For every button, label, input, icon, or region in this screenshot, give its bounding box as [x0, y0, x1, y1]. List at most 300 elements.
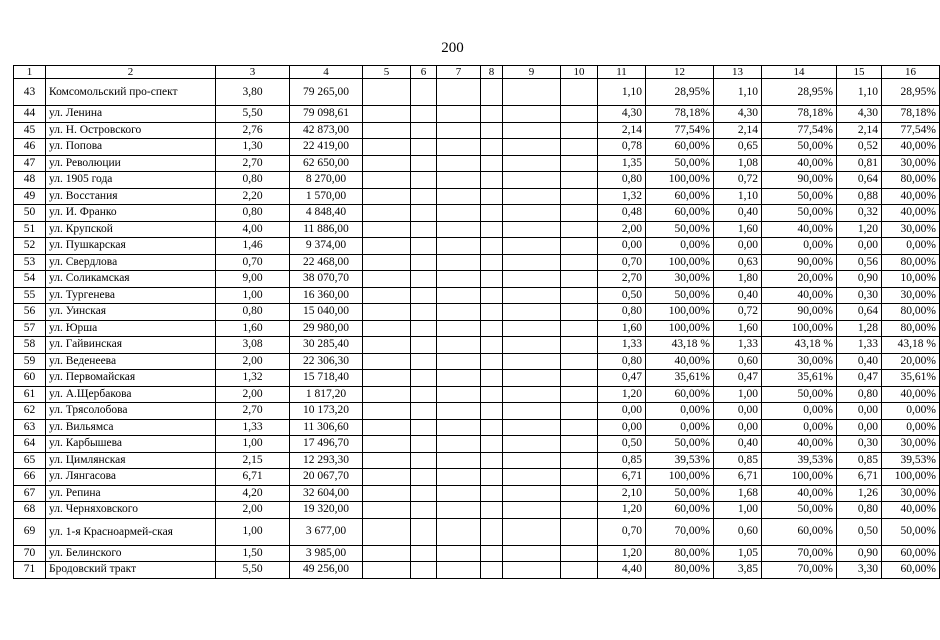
empty-cell — [561, 386, 598, 403]
empty-cell — [437, 353, 481, 370]
col-15-value: 1,33 — [837, 337, 882, 354]
col-16-percent: 30,00% — [882, 485, 940, 502]
empty-cell — [437, 106, 481, 123]
column-header-10: 10 — [561, 66, 598, 79]
street-name: ул. Н. Островского — [46, 122, 216, 139]
col-11-value: 0,50 — [598, 287, 646, 304]
col-3-value: 3,80 — [216, 79, 290, 106]
col-13-value: 0,40 — [714, 436, 762, 453]
empty-cell — [437, 337, 481, 354]
col-4-value: 49 256,00 — [290, 562, 363, 579]
row-number: 62 — [14, 403, 46, 420]
empty-cell — [561, 155, 598, 172]
empty-cell — [363, 562, 411, 579]
table-row — [14, 485, 940, 502]
col-13-value: 1,10 — [714, 79, 762, 106]
empty-cell — [411, 155, 437, 172]
street-name: ул. И. Франко — [46, 205, 216, 222]
col-15-value: 1,20 — [837, 221, 882, 238]
col-12-percent: 80,00% — [646, 562, 714, 579]
col-14-percent: 100,00% — [762, 469, 837, 486]
empty-cell — [363, 287, 411, 304]
table-row — [14, 155, 940, 172]
table-row — [14, 139, 940, 156]
row-number: 45 — [14, 122, 46, 139]
empty-cell — [437, 518, 481, 545]
street-name: ул. Революции — [46, 155, 216, 172]
col-11-value: 1,10 — [598, 79, 646, 106]
empty-cell — [437, 271, 481, 288]
col-4-value: 20 067,70 — [290, 469, 363, 486]
col-15-value: 0,32 — [837, 205, 882, 222]
col-16-percent: 39,53% — [882, 452, 940, 469]
col-4-value: 16 360,00 — [290, 287, 363, 304]
col-16-percent: 100,00% — [882, 469, 940, 486]
street-name: ул. Белинского — [46, 545, 216, 562]
col-12-percent: 28,95% — [646, 79, 714, 106]
street-name: ул. Крупской — [46, 221, 216, 238]
row-number: 64 — [14, 436, 46, 453]
empty-cell — [561, 287, 598, 304]
table-row — [14, 436, 940, 453]
street-name: ул. Черняховского — [46, 502, 216, 519]
col-16-percent: 35,61% — [882, 370, 940, 387]
col-15-value: 0,30 — [837, 436, 882, 453]
col-4-value: 19 320,00 — [290, 502, 363, 519]
row-number: 59 — [14, 353, 46, 370]
empty-cell — [437, 172, 481, 189]
col-4-value: 29 980,00 — [290, 320, 363, 337]
col-3-value: 1,60 — [216, 320, 290, 337]
empty-cell — [411, 469, 437, 486]
column-header-11: 11 — [598, 66, 646, 79]
column-header-5: 5 — [363, 66, 411, 79]
col-13-value: 4,30 — [714, 106, 762, 123]
col-3-value: 1,50 — [216, 545, 290, 562]
col-13-value: 0,00 — [714, 419, 762, 436]
col-12-percent: 60,00% — [646, 188, 714, 205]
col-3-value: 4,00 — [216, 221, 290, 238]
col-15-value: 0,00 — [837, 403, 882, 420]
col-13-value: 1,33 — [714, 337, 762, 354]
col-3-value: 1,30 — [216, 139, 290, 156]
col-13-value: 0,72 — [714, 304, 762, 321]
col-15-value: 0,00 — [837, 238, 882, 255]
col-15-value: 0,80 — [837, 502, 882, 519]
col-14-percent: 90,00% — [762, 304, 837, 321]
col-3-value: 0,70 — [216, 254, 290, 271]
col-15-value: 0,88 — [837, 188, 882, 205]
col-11-value: 0,80 — [598, 353, 646, 370]
empty-cell — [481, 188, 503, 205]
column-header-14: 14 — [762, 66, 837, 79]
empty-cell — [411, 452, 437, 469]
col-13-value: 1,80 — [714, 271, 762, 288]
empty-cell — [503, 403, 561, 420]
empty-cell — [561, 106, 598, 123]
col-3-value: 1,46 — [216, 238, 290, 255]
col-11-value: 1,32 — [598, 188, 646, 205]
col-13-value: 0,60 — [714, 518, 762, 545]
col-12-percent: 100,00% — [646, 172, 714, 189]
empty-cell — [561, 337, 598, 354]
col-16-percent: 30,00% — [882, 221, 940, 238]
empty-cell — [363, 545, 411, 562]
empty-cell — [437, 221, 481, 238]
col-16-percent: 20,00% — [882, 353, 940, 370]
col-15-value: 0,40 — [837, 353, 882, 370]
col-11-value: 0,70 — [598, 518, 646, 545]
col-16-percent: 10,00% — [882, 271, 940, 288]
col-13-value: 1,00 — [714, 386, 762, 403]
column-header-7: 7 — [437, 66, 481, 79]
empty-cell — [503, 419, 561, 436]
col-13-value: 0,40 — [714, 205, 762, 222]
col-3-value: 2,20 — [216, 188, 290, 205]
table-row — [14, 353, 940, 370]
col-14-percent: 50,00% — [762, 139, 837, 156]
col-13-value: 2,14 — [714, 122, 762, 139]
col-3-value: 1,00 — [216, 436, 290, 453]
empty-cell — [437, 188, 481, 205]
col-14-percent: 40,00% — [762, 436, 837, 453]
empty-cell — [363, 238, 411, 255]
col-13-value: 0,85 — [714, 452, 762, 469]
table-row — [14, 403, 940, 420]
col-12-percent: 77,54% — [646, 122, 714, 139]
empty-cell — [481, 419, 503, 436]
column-header-16: 16 — [882, 66, 940, 79]
empty-cell — [481, 545, 503, 562]
col-14-percent: 0,00% — [762, 419, 837, 436]
col-15-value: 0,80 — [837, 386, 882, 403]
col-4-value: 22 468,00 — [290, 254, 363, 271]
street-name: ул. Гайвинская — [46, 337, 216, 354]
empty-cell — [561, 122, 598, 139]
col-4-value: 1 817,20 — [290, 386, 363, 403]
table-row — [14, 370, 940, 387]
col-16-percent: 60,00% — [882, 545, 940, 562]
col-15-value: 0,56 — [837, 254, 882, 271]
empty-cell — [363, 518, 411, 545]
empty-cell — [437, 403, 481, 420]
empty-cell — [437, 205, 481, 222]
col-14-percent: 39,53% — [762, 452, 837, 469]
empty-cell — [363, 320, 411, 337]
empty-cell — [481, 518, 503, 545]
col-11-value: 4,40 — [598, 562, 646, 579]
empty-cell — [411, 106, 437, 123]
street-name: ул. Веденеева — [46, 353, 216, 370]
empty-cell — [437, 545, 481, 562]
empty-cell — [481, 79, 503, 106]
col-13-value: 0,72 — [714, 172, 762, 189]
empty-cell — [561, 436, 598, 453]
empty-cell — [503, 205, 561, 222]
empty-cell — [411, 139, 437, 156]
col-12-percent: 39,53% — [646, 452, 714, 469]
col-15-value: 6,71 — [837, 469, 882, 486]
col-16-percent: 80,00% — [882, 254, 940, 271]
col-11-value: 0,48 — [598, 205, 646, 222]
street-name: ул. Тургенева — [46, 287, 216, 304]
empty-cell — [561, 452, 598, 469]
empty-cell — [363, 155, 411, 172]
col-12-percent: 40,00% — [646, 353, 714, 370]
table-row — [14, 254, 940, 271]
col-15-value: 0,90 — [837, 545, 882, 562]
col-16-percent: 0,00% — [882, 403, 940, 420]
col-4-value: 62 650,00 — [290, 155, 363, 172]
empty-cell — [481, 562, 503, 579]
col-3-value: 2,15 — [216, 452, 290, 469]
empty-cell — [503, 221, 561, 238]
empty-cell — [363, 419, 411, 436]
column-header-12: 12 — [646, 66, 714, 79]
col-13-value: 1,60 — [714, 320, 762, 337]
col-4-value: 1 570,00 — [290, 188, 363, 205]
empty-cell — [503, 271, 561, 288]
col-11-value: 0,00 — [598, 238, 646, 255]
col-12-percent: 60,00% — [646, 139, 714, 156]
empty-cell — [411, 403, 437, 420]
col-11-value: 0,00 — [598, 419, 646, 436]
empty-cell — [561, 403, 598, 420]
col-13-value: 0,40 — [714, 287, 762, 304]
col-3-value: 2,76 — [216, 122, 290, 139]
col-14-percent: 60,00% — [762, 518, 837, 545]
empty-cell — [411, 172, 437, 189]
empty-cell — [437, 502, 481, 519]
empty-cell — [481, 320, 503, 337]
col-11-value: 0,80 — [598, 172, 646, 189]
col-13-value: 1,08 — [714, 155, 762, 172]
empty-cell — [481, 403, 503, 420]
col-12-percent: 30,00% — [646, 271, 714, 288]
column-header-6: 6 — [411, 66, 437, 79]
col-16-percent: 43,18 % — [882, 337, 940, 354]
empty-cell — [481, 469, 503, 486]
table-row — [14, 79, 940, 106]
col-12-percent: 100,00% — [646, 469, 714, 486]
empty-cell — [363, 122, 411, 139]
col-14-percent: 50,00% — [762, 386, 837, 403]
table-row — [14, 205, 940, 222]
col-14-percent: 77,54% — [762, 122, 837, 139]
col-4-value: 79 098,61 — [290, 106, 363, 123]
column-header-13: 13 — [714, 66, 762, 79]
empty-cell — [561, 205, 598, 222]
row-number: 71 — [14, 562, 46, 579]
empty-cell — [503, 353, 561, 370]
col-14-percent: 30,00% — [762, 353, 837, 370]
col-12-percent: 50,00% — [646, 155, 714, 172]
street-name: ул. Первомайская — [46, 370, 216, 387]
column-header-8: 8 — [481, 66, 503, 79]
col-4-value: 3 677,00 — [290, 518, 363, 545]
col-3-value: 1,33 — [216, 419, 290, 436]
empty-cell — [437, 452, 481, 469]
empty-cell — [411, 238, 437, 255]
col-4-value: 22 419,00 — [290, 139, 363, 156]
row-number: 43 — [14, 79, 46, 106]
col-3-value: 2,70 — [216, 403, 290, 420]
col-4-value: 10 173,20 — [290, 403, 363, 420]
col-15-value: 0,90 — [837, 271, 882, 288]
empty-cell — [503, 79, 561, 106]
col-14-percent: 70,00% — [762, 562, 837, 579]
empty-cell — [561, 221, 598, 238]
col-3-value: 5,50 — [216, 106, 290, 123]
col-15-value: 0,64 — [837, 172, 882, 189]
col-16-percent: 80,00% — [882, 172, 940, 189]
column-header-9: 9 — [503, 66, 561, 79]
col-16-percent: 40,00% — [882, 205, 940, 222]
empty-cell — [561, 562, 598, 579]
empty-cell — [411, 485, 437, 502]
col-4-value: 30 285,40 — [290, 337, 363, 354]
empty-cell — [363, 271, 411, 288]
empty-cell — [411, 320, 437, 337]
col-11-value: 2,14 — [598, 122, 646, 139]
empty-cell — [481, 139, 503, 156]
col-3-value: 5,50 — [216, 562, 290, 579]
column-header-3: 3 — [216, 66, 290, 79]
col-15-value: 0,64 — [837, 304, 882, 321]
empty-cell — [437, 469, 481, 486]
empty-cell — [481, 238, 503, 255]
col-14-percent: 78,18% — [762, 106, 837, 123]
row-number: 54 — [14, 271, 46, 288]
empty-cell — [561, 419, 598, 436]
table-row — [14, 545, 940, 562]
col-11-value: 0,70 — [598, 254, 646, 271]
col-3-value: 4,20 — [216, 485, 290, 502]
col-11-value: 4,30 — [598, 106, 646, 123]
empty-cell — [503, 502, 561, 519]
empty-cell — [561, 139, 598, 156]
empty-cell — [437, 304, 481, 321]
empty-cell — [481, 386, 503, 403]
col-4-value: 42 873,00 — [290, 122, 363, 139]
empty-cell — [503, 545, 561, 562]
empty-cell — [363, 254, 411, 271]
empty-cell — [363, 172, 411, 189]
col-11-value: 1,60 — [598, 320, 646, 337]
col-4-value: 38 070,70 — [290, 271, 363, 288]
col-12-percent: 100,00% — [646, 320, 714, 337]
street-name: ул. Вильямса — [46, 419, 216, 436]
col-13-value: 0,63 — [714, 254, 762, 271]
street-name: ул. Свердлова — [46, 254, 216, 271]
col-16-percent: 40,00% — [882, 386, 940, 403]
col-15-value: 0,52 — [837, 139, 882, 156]
col-16-percent: 30,00% — [882, 155, 940, 172]
empty-cell — [561, 353, 598, 370]
table-row — [14, 221, 940, 238]
street-name: ул. Восстания — [46, 188, 216, 205]
col-14-percent: 40,00% — [762, 485, 837, 502]
col-14-percent: 100,00% — [762, 320, 837, 337]
empty-cell — [561, 545, 598, 562]
row-number: 52 — [14, 238, 46, 255]
empty-cell — [437, 419, 481, 436]
col-11-value: 0,80 — [598, 304, 646, 321]
empty-cell — [561, 469, 598, 486]
empty-cell — [481, 485, 503, 502]
empty-cell — [503, 370, 561, 387]
empty-cell — [481, 353, 503, 370]
empty-cell — [363, 139, 411, 156]
row-number: 49 — [14, 188, 46, 205]
empty-cell — [363, 403, 411, 420]
col-4-value: 4 848,40 — [290, 205, 363, 222]
empty-cell — [503, 562, 561, 579]
col-11-value: 2,00 — [598, 221, 646, 238]
empty-cell — [561, 188, 598, 205]
empty-cell — [503, 518, 561, 545]
col-16-percent: 0,00% — [882, 419, 940, 436]
col-13-value: 1,00 — [714, 502, 762, 519]
empty-cell — [561, 79, 598, 106]
col-15-value: 0,50 — [837, 518, 882, 545]
empty-cell — [363, 188, 411, 205]
empty-cell — [503, 106, 561, 123]
col-13-value: 0,60 — [714, 353, 762, 370]
col-14-percent: 90,00% — [762, 254, 837, 271]
street-name: ул. Ленина — [46, 106, 216, 123]
col-12-percent: 70,00% — [646, 518, 714, 545]
street-name: ул. 1-я Красноармей-ская — [46, 518, 216, 545]
col-13-value: 1,10 — [714, 188, 762, 205]
empty-cell — [411, 419, 437, 436]
street-name: ул. Попова — [46, 139, 216, 156]
col-4-value: 15 040,00 — [290, 304, 363, 321]
table-row — [14, 419, 940, 436]
empty-cell — [411, 271, 437, 288]
street-name: Комсомольский про-спект — [46, 79, 216, 106]
col-14-percent: 40,00% — [762, 155, 837, 172]
empty-cell — [481, 221, 503, 238]
table-row — [14, 271, 940, 288]
col-16-percent: 30,00% — [882, 287, 940, 304]
empty-cell — [561, 320, 598, 337]
row-number: 70 — [14, 545, 46, 562]
col-14-percent: 20,00% — [762, 271, 837, 288]
empty-cell — [503, 386, 561, 403]
empty-cell — [411, 205, 437, 222]
table-row — [14, 469, 940, 486]
table-row — [14, 238, 940, 255]
col-14-percent: 0,00% — [762, 238, 837, 255]
row-number: 65 — [14, 452, 46, 469]
col-16-percent: 28,95% — [882, 79, 940, 106]
empty-cell — [437, 562, 481, 579]
table-row — [14, 172, 940, 189]
empty-cell — [503, 287, 561, 304]
street-name: ул. 1905 года — [46, 172, 216, 189]
row-number: 69 — [14, 518, 46, 545]
table-row — [14, 502, 940, 519]
column-header-1: 1 — [14, 66, 46, 79]
row-number: 67 — [14, 485, 46, 502]
empty-cell — [437, 139, 481, 156]
empty-cell — [411, 370, 437, 387]
table-row — [14, 122, 940, 139]
empty-cell — [561, 485, 598, 502]
empty-cell — [411, 562, 437, 579]
col-11-value: 1,20 — [598, 386, 646, 403]
